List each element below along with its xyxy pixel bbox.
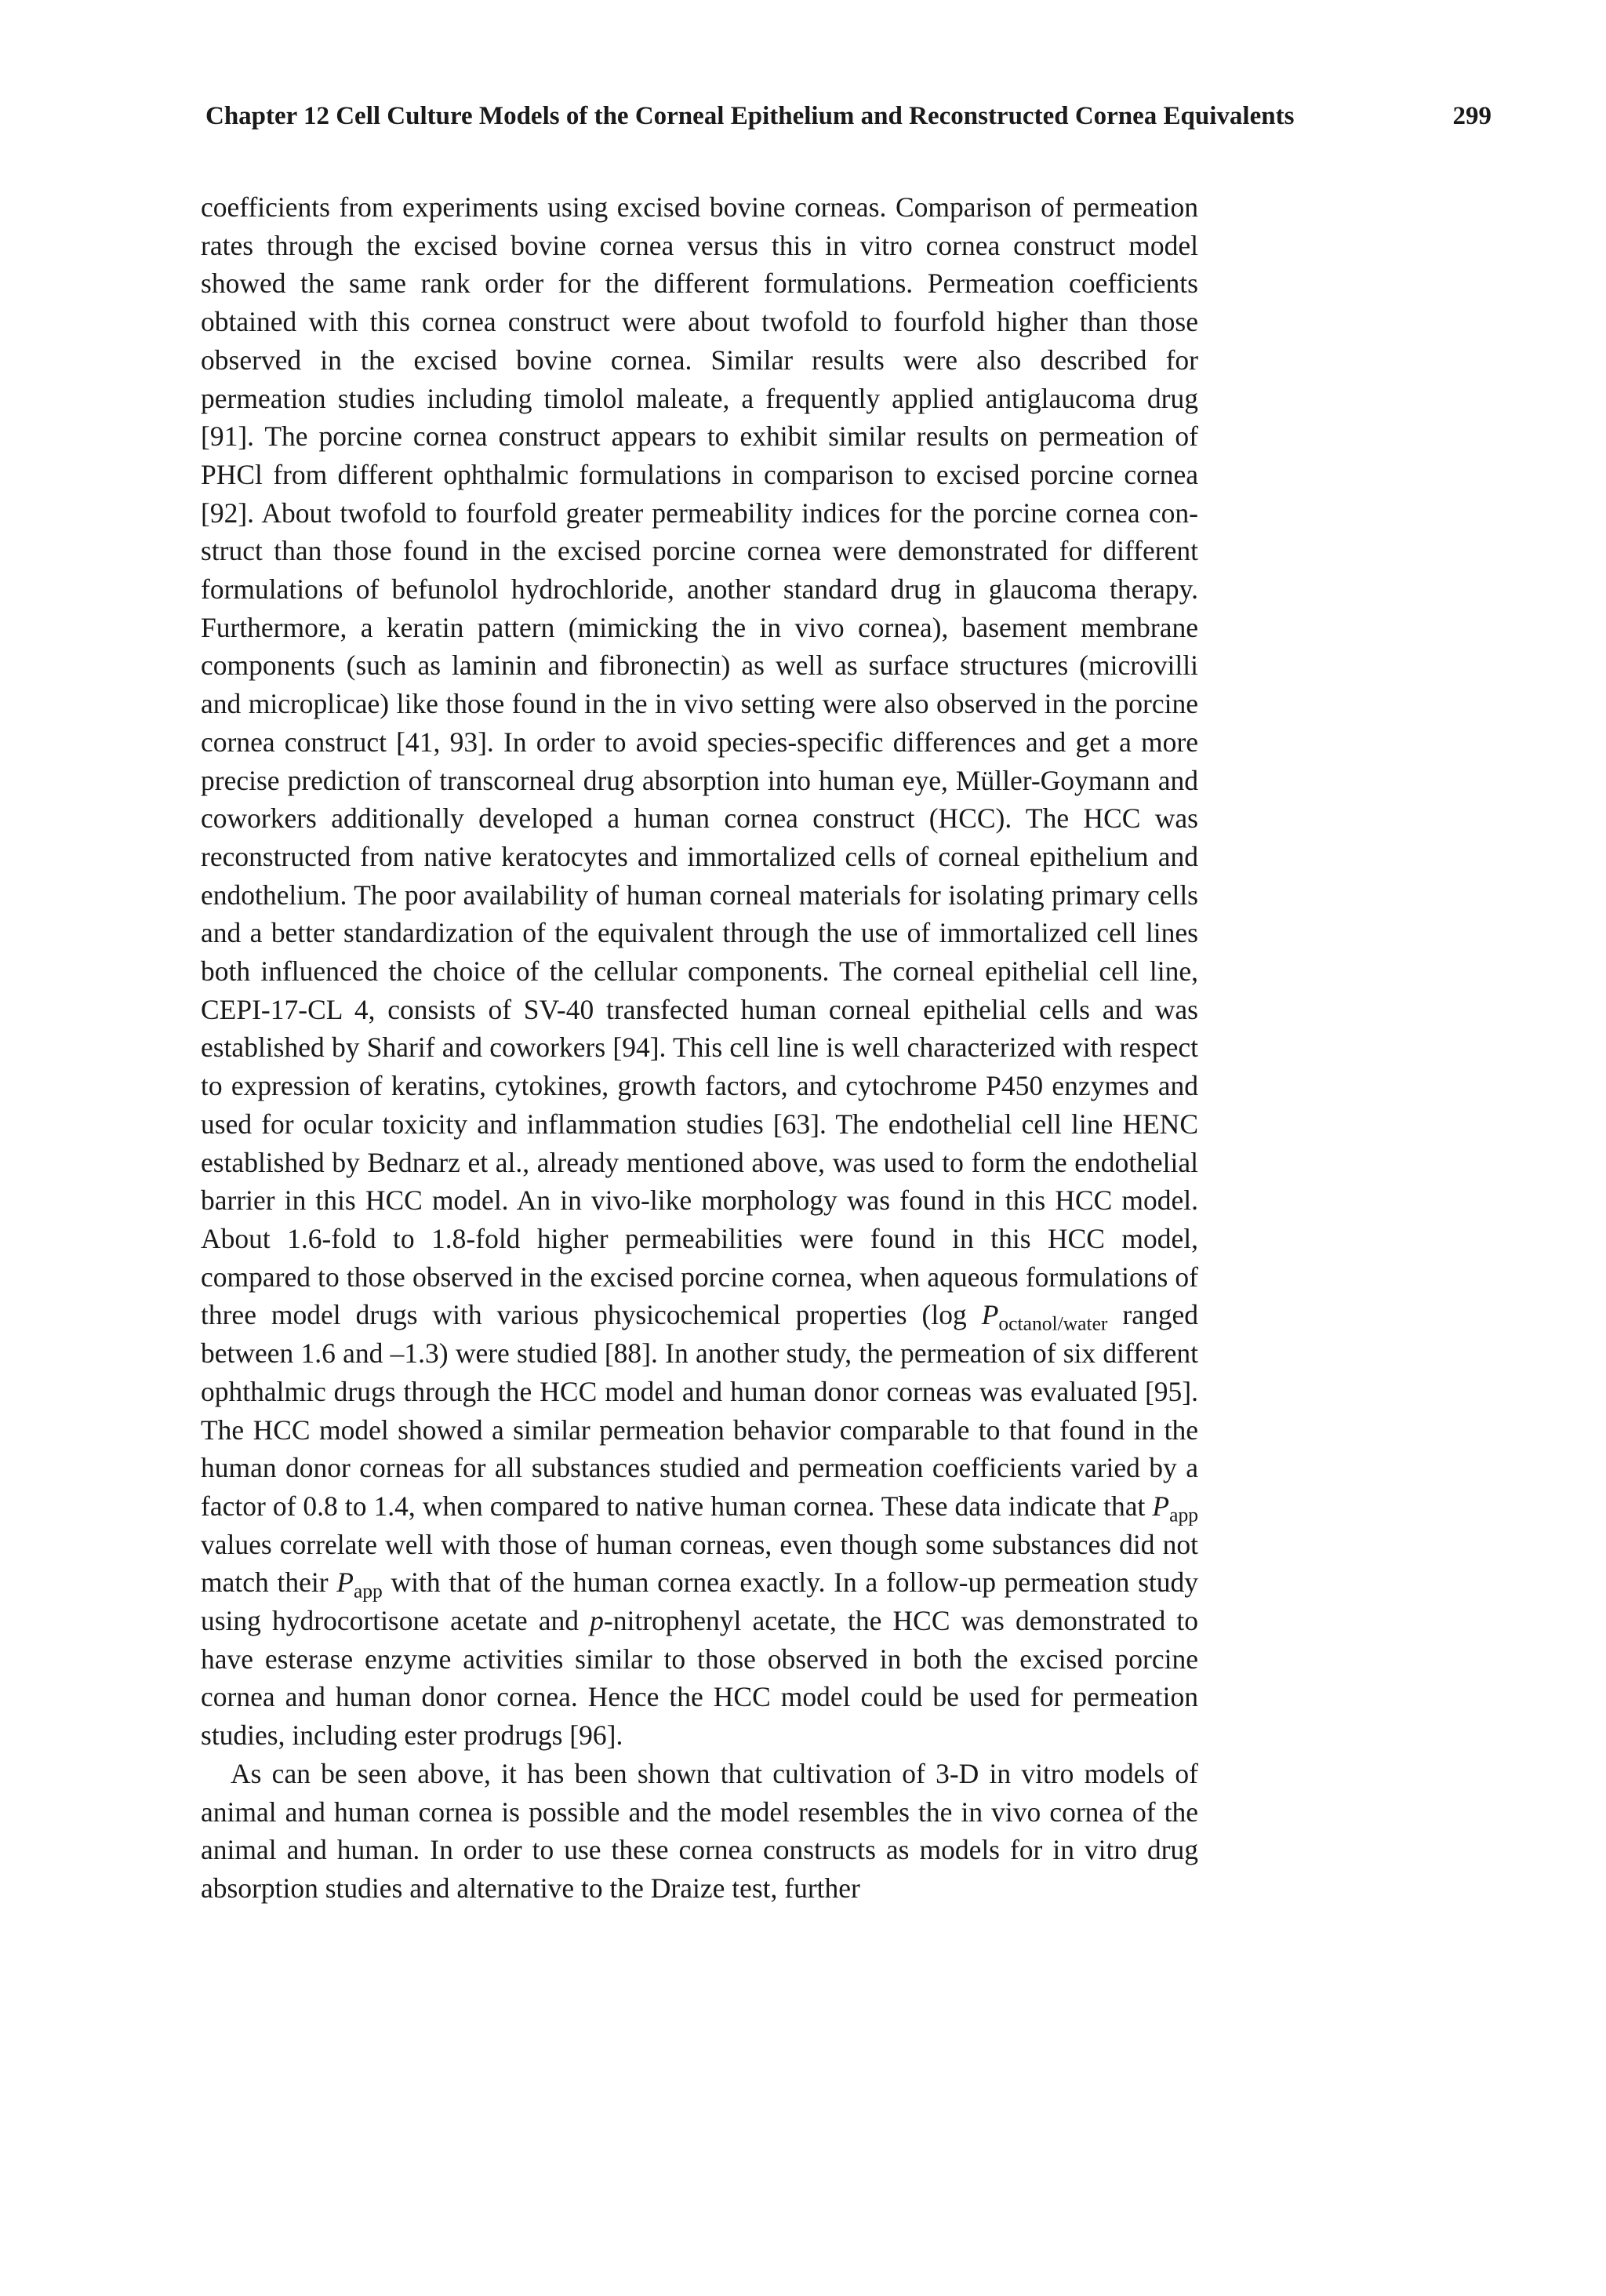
paragraph-1-text-e: -nitrophenyl acetate, the HCC was demonstrated to have esterase enzyme activities similar to those observed in both the excised porcine cornea and human donor cornea. Hence the HCC model could be used for permeation studies, including ester prodrugs [96]. [201,1605,1198,1752]
paragraph-1 [201,188,1198,1755]
paragraph-1-text-a: coefficients from experiments using excised bovine corneas. Comparison of permeation rates through the excised bovine cornea versus this in vitro cornea construct model showed the same rank order for the different formulations. Permeation coefficients obtained with this cornea construct were about twofold to fourfold higher than those observed in the excised bovine cornea. Similar results were also described for permeation studies including timolol maleate, a frequently applied antiglaucoma drug [91]. The porcine cornea construct appears to exhibit similar results on permeation of PHCl from different ophthalmic formulations in comparison to excised porcine cornea [92]. About twofold to fourfold greater permeability indices for the porcine cornea construct than those found in the excised porcine cornea were demonstrated for different formulations of befunolol hydrochloride, another standard drug in glaucoma therapy. Furthermore, a keratin pattern (mimicking the in vivo cornea), basement membrane components (such as laminin and fibronectin) as well as surface structures (microvilli and microplicae) like those found in the in vivo setting were also observed in the porcine cornea construct [41, 93]. In order to avoid species-specific differences and get a more precise prediction of transcorneal drug absorption into human eye, Müller-Goymann and coworkers additionally developed a human cornea construct (HCC). The HCC was reconstructed from native keratocytes and immortalized cells of corneal epithelium and endothelium. The poor availability of human corneal materials for isolating primary cells and a better standardization of the equivalent through the use of immortalized cell lines both influenced the choice of the cellular components. The corneal epithelial cell line, CEPI-17-CL 4, consists of SV-40 transfected human corneal epithelial cells and was established by Sharif and coworkers [94]. This cell line is well characterized with respect to expression of keratins, cytokines, growth factors, and cytochrome P450 enzymes and used for ocular toxicity and inflammation studies [63]. The endothelial cell line HENC established by Bednarz et al., already mentioned above, was used to form the endothelial barrier in this HCC model. An in vivo-like morphology was found in this HCC model. About 1.6-fold to 1.8-fold higher permeabilities were found in this HCC model, compared to those observed in the excised porcine cornea, when aqueous formulations of three model drugs with various physicochemical properties (log [201,191,1198,1331]
para-prefix: p [590,1605,604,1637]
paragraph-1-text-d: with that of the human cornea exactly. In a follow-up permeation study using hydrocortisone acetate and [201,1566,1199,1637]
running-head [205,97,1492,135]
papp-symbol-1: P [1152,1490,1170,1522]
page-number: 299 [1452,102,1492,130]
paragraph-2: As can be seen above, it has been shown that cultivation of 3-D in vitro models of animal and human cornea is possible and the model resembles the in vivo cornea of the animal and human. In order to use these cornea constructs as models for in vitro drug absorption studies and alternative to the Draize test, further [201,1757,1198,1904]
papp-subscript-2: app [353,1579,383,1603]
papp-symbol-2: P [336,1566,354,1599]
p-octanol-water-symbol: P [981,1299,999,1331]
paragraph-1-text-c: values correlate well with those of human corneas, even though some substances did not match their [201,1528,1198,1599]
octanol-water-subscript: octanol/water [998,1312,1108,1336]
body-text [201,188,1198,1908]
papp-subscript-1: app [1169,1503,1198,1526]
running-title: Chapter 12 Cell Culture Models of the Corneal Epithelium and Reconstructed Cornea Equivalents [205,102,1295,130]
paragraph-1-text-b: ranged between 1.6 and –1.3) were studied [88]. In another study, the permeation of six different ophthalmic drugs through the HCC model and human donor corneas was evaluated [95]. The HCC model showed a similar permeation behavior comparable to that found in the human donor corneas for all substances studied and permeation coefficients varied by a factor of 0.8 to 1.4, when compared to native human cornea. These data indicate that [201,1299,1199,1522]
